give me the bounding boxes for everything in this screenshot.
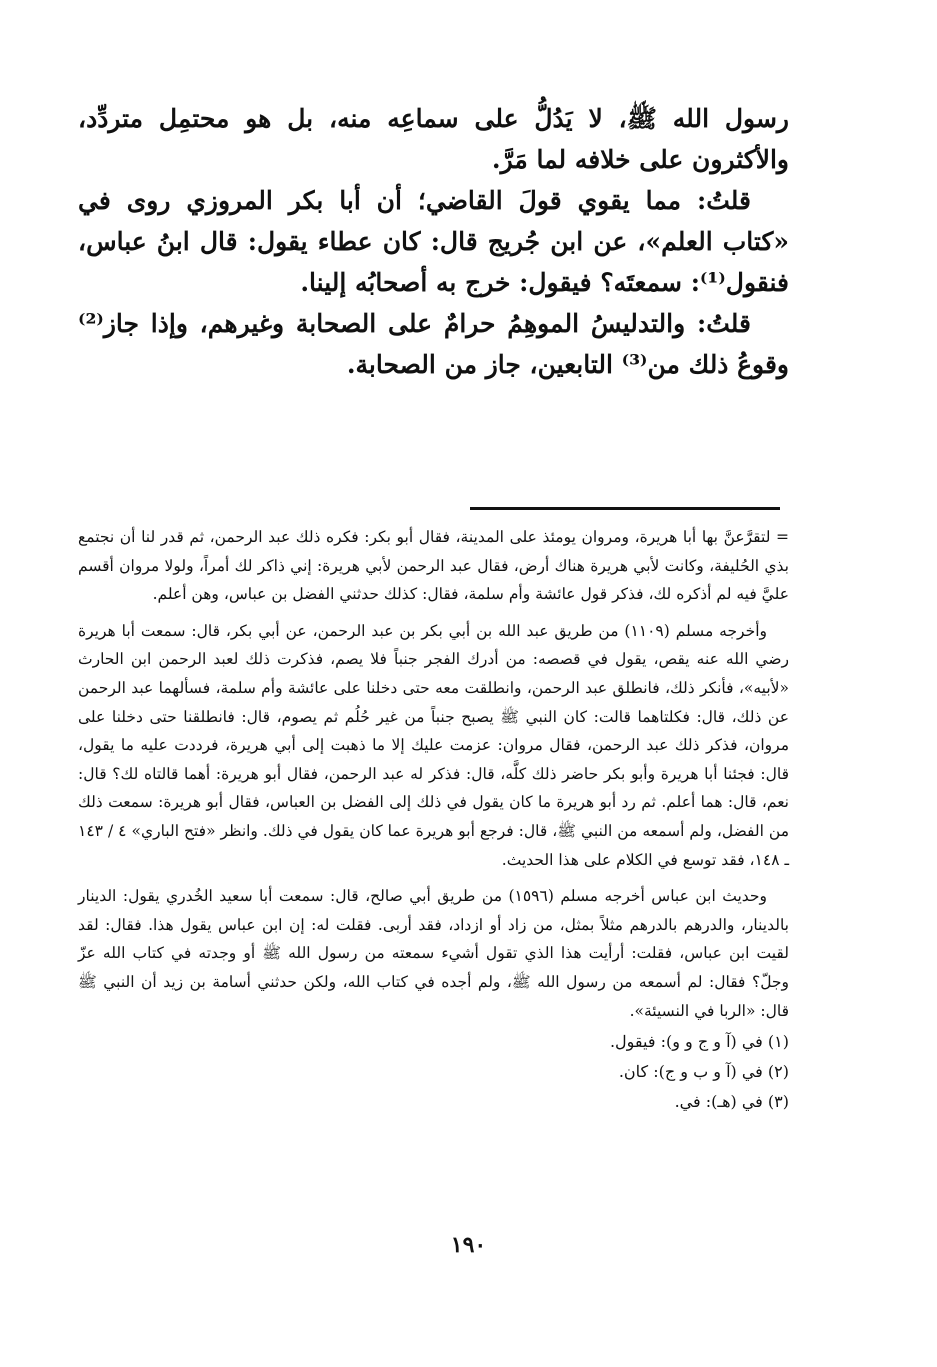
- main-text: [78, 98, 789, 385]
- footnote-continuation: = لتقرَّعنَّ بها أبا هريرة، ومروان يومئذ على المدينة، فقال أبو بكر: فكره ذلك عبد الرحمن، ثم قدر لنا أن نجتمع بذي الحُليفة، وكانت لأبي هريرة هناك أرض، فقال عبد الرحمن لأبي هريرة: إني ذاكر لك أمراً، ولولا مروان أقسم عليَّ فيه لم أذكره لك، فذكر قول عائشة وأم سلمة، فقال: كذلك حدثني الفضل بن عباس، وهن أعلم.: [78, 528, 789, 604]
- main-paragraph-3: قلتُ: والتدليسُ الموهِمُ حرامٌ على الصحابة وغيرهم، وإذا جاز⁽²⁾ وقوعُ ذلك من⁽³⁾ التابعين، جاز من الصحابة.: [78, 309, 789, 379]
- footnote-ibn-abbas-1596: وحديث ابن عباس أخرجه مسلم (١٥٩٦) من طريق أبي صالح، قال: سمعت أبا سعيد الخُدري يقول: الدينار بالدينار، والدرهم بالدرهم مثلاً بمثل، من زاد أو ازداد، فقد أربى. فقلت له: إن ابن عباس يقول هذا. فقال: لقد لقيت ابن عباس، فقلت: أرأيت هذا الذي تقول أشيء سمعته من رسول الله ﷺ أو وجدته في كتاب الله عزّ وجلّ؟ فقال: لم أسمعه من رسول الله ﷺ، ولم أجده في كتاب الله، ولكن حدثني أسامة بن زيد أن النبي ﷺ قال: «الربا في النسيئة».: [78, 887, 790, 1020]
- footnotes: [78, 523, 789, 1115]
- footnote-note-1: (١) في (آ و ج و و): فيقول.: [609, 1032, 789, 1052]
- main-paragraph-1: رسول الله ﷺ، لا يَدُلُّ على سماعِه منه، بل هو محتمِل متردِّد، والأكثرون على خلافه لما مَرَّ.: [78, 104, 789, 174]
- footnote-muslim-1109: وأخرجه مسلم (١١٠٩) من طريق عبد الله بن أبي بكر بن عبد الرحمن، عن أبي بكر، قال: سمعت أبا هريرة رضي الله عنه يقص، يقول في قصصه: من أدرك الفجر جنباً فلا يصم، فذكرت ذلك لعبد الرحمن ابن الحارث «لأبيه»، فأنكر ذلك، فانطلق عبد الرحمن، وانطلقت معه حتى دخلنا على عائشة وأم سلمة، فسألهما عبد الرحمن عن ذلك، قال: فكلتاهما قالت: كان النبي ﷺ يصبح جنباً من غير حُلُم ثم يصوم، قال: فانطلقنا حتى دخلنا على مروان، فذكر ذلك عبد الرحمن، فقال مروان: عزمت عليك إلا ما ذهبت إلى أبي هريرة، فرددت عليه ما يقول، قال: فجئنا أبا هريرة وأبو بكر حاضر ذلك كلَّه، قال: فذكر له عبد الرحمن، فقال أبو هريرة: أهما قالتاه لك؟ قال: نعم، قال: هما أعلم. ثم رد أبو هريرة ما كان يقول في ذلك إلى الفضل بن العباس، فقال أبو هريرة: سمعت ذلك من الفضل، ولم أسمعه من النبي ﷺ، قال: فرجع أبو هريرة عما كان يقول في ذلك. وانظر «فتح الباري» ٤ / ١٤٣ ـ ١٤٨، فقد توسع في الكلام على هذا الحديث.: [78, 621, 789, 869]
- footnote-separator: [470, 507, 780, 510]
- footnote-note-2: (٢) في (آ و ب و ج): كان.: [618, 1062, 789, 1082]
- footnote-note-3: (٣) في (هـ): في.: [674, 1092, 789, 1112]
- main-paragraph-2: قلتُ: مما يقوي قولَ القاضي؛ أن أبا بكر المروزي روى في «كتاب العلم»، عن ابن جُريج قال: كان عطاء يقول: قال ابنُ عباس، فنقول⁽¹⁾: سمعتَه؟ فيقول: خرج به أصحابُه إلينا.: [78, 186, 789, 297]
- page-number: ١٩٠: [450, 1232, 487, 1258]
